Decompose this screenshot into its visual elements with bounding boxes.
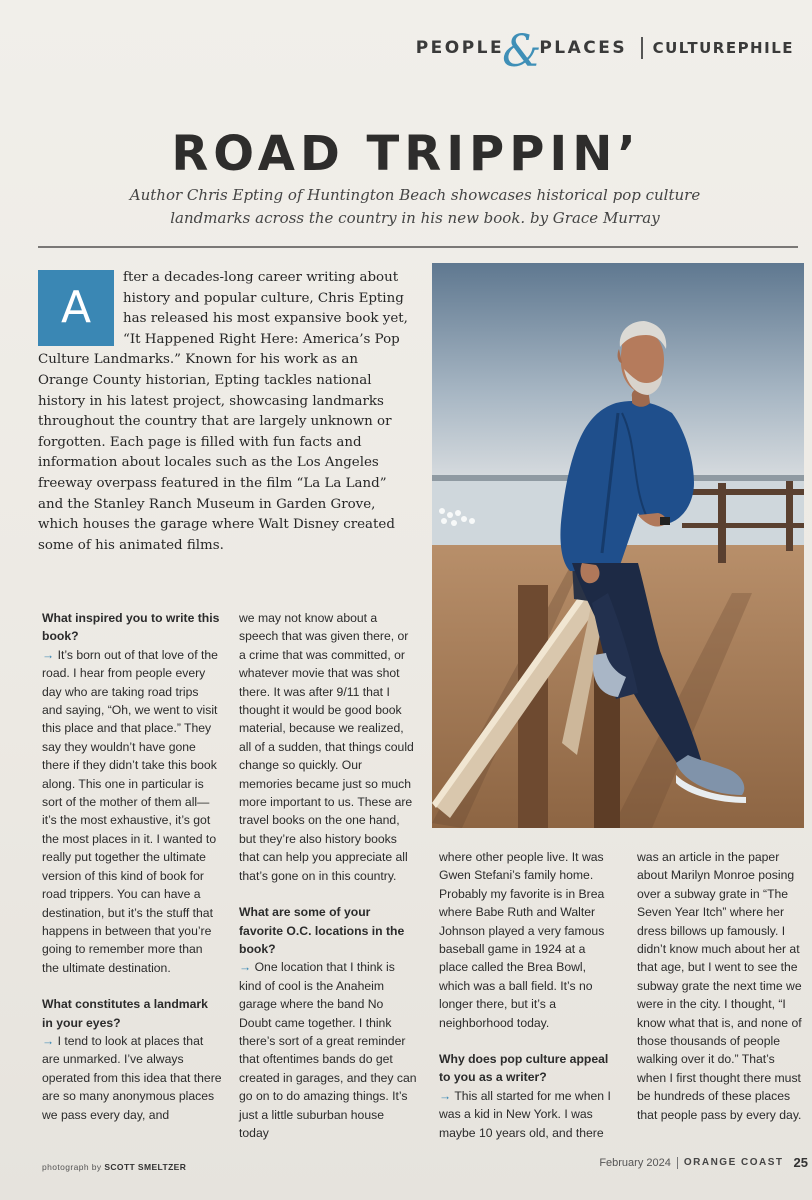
page-number: 25: [793, 1155, 808, 1170]
text-column-3: [439, 848, 613, 1160]
article-deck: Author Chris Epting of Huntington Beach showcases historical pop culture landmarks across the country in his new book. by Grace Murray: [129, 186, 701, 227]
answer-4-part-2: was an article in the paper about Marilyn Monroe posing over a subway grate in “The Seven Year Itch” where her dress billows up famously. I didn’t know much about her at that age, but I went to see the subway grate the next time we were in the city. I thought, “I know what that is, and none of those thousands of people walking over it do.” That’s when I first thought there must be hundreds of these places that people pass by every day.: [637, 850, 802, 1122]
header-ampersand: &: [502, 26, 542, 77]
header-people: PEOPLE: [415, 38, 505, 58]
question-2: What constitutes a landmark in your eyes?: [42, 997, 208, 1030]
answer-1: → It’s born out of that love of the road. I hear from people every day who are taking road trips and saying, “Oh, we went to visit this place and that place.” They say they wouldn’t have gone there if they didn’t take this book along. This one in particular is sort of the mother of them all—it’s the most exhaustive, it’s got the most places in it. I wanted to really put together the ultimate version of this kind of book for road trippers. You can have a destination, but it’s the stuff that happens in between that you’re going to remember more than the ultimate destination.: [42, 647, 218, 975]
issue-date: February 2024: [599, 1156, 671, 1169]
arrow-icon: →: [42, 647, 55, 662]
header-divider: [641, 37, 643, 59]
question-1: What inspired you to write this book?: [42, 611, 220, 644]
arrow-icon: →: [42, 1033, 55, 1048]
answer-3-part-1: → One location that I think is kind of cool is the Anaheim garage where the band No Doubt came together. I think there’s sort of a great reminder that oftentimes bands do get created in garages, and they can go on to do amazing things. It’s just a little suburban house today: [239, 960, 417, 1140]
page-footer: [599, 1155, 808, 1170]
arrow-icon: →: [439, 1088, 452, 1103]
text-column-4: [637, 848, 803, 1142]
intro-paragraph: [38, 268, 410, 556]
header-places: PLACES: [539, 38, 628, 58]
title-divider: [38, 246, 798, 248]
answer-3-part-2: where other people live. It was Gwen Stefani’s family home. Probably my favorite is in Brea where Babe Ruth and Walter Johnson played a very famous baseball game in 1924 at a place called the Brea Bowl, which was a ball field. It’s no longer there, but it’s a neighborhood today.: [439, 850, 605, 1030]
intro-text: fter a decades-long career writing about history and popular culture, Chris Epting has released his most expansive book yet, “It Happened Right Here: America’s Pop Culture Landmarks.” Known for his work as an Orange County historian, Epting tackles national history in his latest project, showcasing landmarks throughout the country that are largely unknown or forgotten. Each page is filled with fun facts and information about locales such as the Los Angeles freeway overpass featured in the film “La La Land” and the Stanley Ranch Museum in Garden Grove, which houses the garage where Walt Disney created some of his animated films.: [38, 270, 408, 553]
author-photo: [432, 263, 804, 828]
article-title: ROAD TRIPPIN’: [171, 126, 641, 182]
answer-4-part-1: → This all started for me when I was a kid in New York. I was maybe 10 years old, and there: [439, 1088, 611, 1140]
question-3: What are some of your favorite O.C. locations in the book?: [239, 905, 405, 956]
arrow-icon: →: [239, 960, 252, 975]
photographer-name: SCOTT SMELTZER: [104, 1162, 187, 1172]
header-section-name: CULTUREPHILE: [652, 39, 794, 57]
text-column-2: [239, 609, 417, 1160]
text-column-1: [42, 609, 222, 1142]
photo-credit: photograph by SCOTT SMELTZER: [42, 1162, 187, 1172]
section-header: [415, 26, 794, 77]
answer-2-part-1: → I tend to look at places that are unmarked. I’ve always operated from this idea that there are so many anonymous places we pass every day, and: [42, 1033, 222, 1122]
question-4: Why does pop culture appeal to you as a writer?: [439, 1052, 609, 1085]
magazine-name: ORANGE COAST: [683, 1157, 784, 1168]
footer-divider: [677, 1157, 678, 1169]
drop-cap: A: [38, 270, 114, 346]
answer-2-part-2: we may not know about a speech that was given there, or a crime that was committed, or whatever movie that was shot there. It was after 9/11 that I thought it would be good book material, because we realized, all of a sudden, that things could change so quickly. Our memories became just so much more important to us. These are travel books on the one hand, but they’re also history books that can help you appreciate all that’s gone on in this country.: [239, 611, 414, 883]
